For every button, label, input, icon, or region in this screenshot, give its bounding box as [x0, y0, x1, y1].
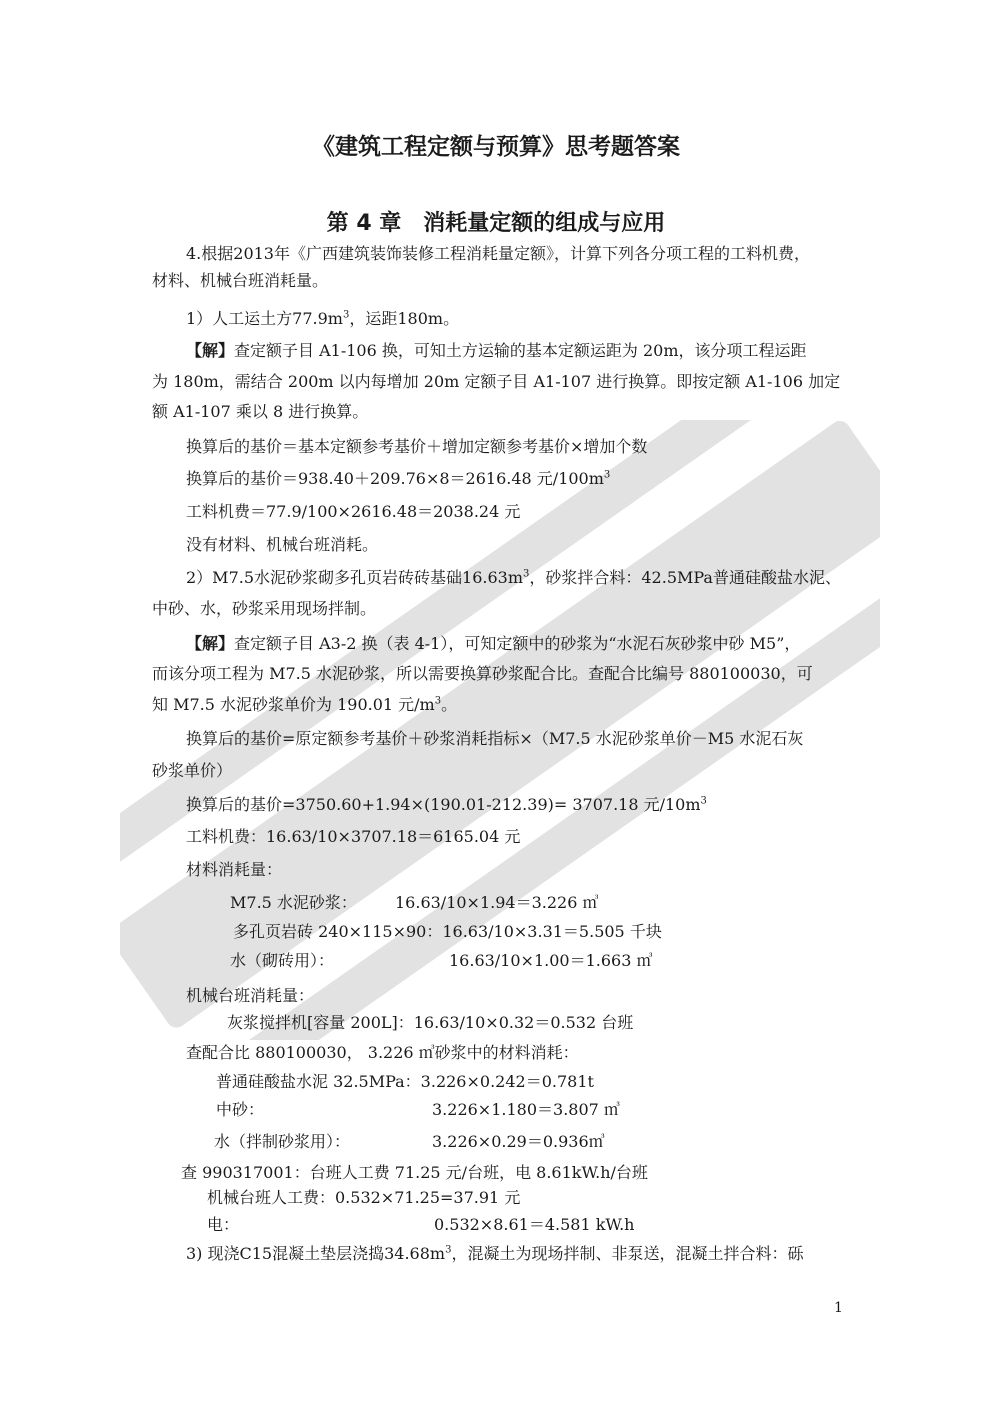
cement-line: 普通硅酸盐水泥 32.5MPa：3.226×0.242＝0.781t	[216, 1072, 594, 1091]
sand-label: 中砂：	[216, 1100, 265, 1119]
formula-4: 没有材料、机械台班消耗。	[186, 535, 379, 554]
material-mortar-value: 16.63/10×1.94＝3.226 ㎥	[395, 893, 599, 912]
page-number: 1	[834, 1300, 843, 1316]
question-3: 3) 现浇C15混凝土垫层浇捣$34.68m^3$，混凝土为现场拌制、非泵送，混凝土拌合料：砾	[186, 1244, 804, 1263]
solution-1-line2: 为 180m，需结合 200m 以内每增加 20m 定额子目 A1-107 进行换算。即按定额 A1-106 加定	[152, 372, 841, 391]
mix-water-label: 水（拌制砂浆用）：	[214, 1132, 351, 1151]
formula-5-line1: 换算后的基价=原定额参考基价＋砂浆消耗指标×（M7.5 水泥砂浆单价－M5 水泥石灰	[186, 729, 804, 748]
solution-2-line2: 而该分项工程为 M7.5 水泥砂浆，所以需要换算砂浆配合比。查配合比编号 880100030，可	[152, 664, 813, 683]
question-4-line2: 材料、机械台班消耗量。	[152, 271, 329, 290]
materials-heading: 材料消耗量：	[186, 860, 283, 879]
machine-mixer: 灰浆搅拌机[容量 200L]：16.63/10×0.32＝0.532 台班	[227, 1013, 634, 1032]
formula-2: 换算后的基价＝938.40＋209.76×8＝2616.48 元$/100m^3$	[186, 469, 611, 488]
solution-1-line3: 额 A1-107 乘以 8 进行换算。	[152, 402, 369, 421]
labor-cost-line: 机械台班人工费：0.532×71.25=37.91 元	[207, 1188, 521, 1207]
formula-7: 工料机费：16.63/10×3707.18＝6165.04 元	[186, 827, 521, 846]
solution-1-line1: 【解】查定额子目 A1-106 换，可知土方运输的基本定额运距为 20m，该分项工程运距	[186, 341, 807, 360]
machine-heading: 机械台班消耗量：	[186, 986, 315, 1005]
electricity-label: 电：	[207, 1215, 240, 1234]
question-4-line1: 4.根据2013年《广西建筑装饰装修工程消耗量定额》，计算下列各分项工程的工料机费，	[186, 244, 810, 263]
material-water-label: 水（砌砖用）：	[230, 951, 335, 970]
question-1: 1）人工运土方$77.9m^3$，运距180m。	[186, 309, 460, 328]
formula-5-line2: 砂浆单价）	[152, 761, 233, 780]
solution-2-line3: 知 M7.5 水泥砂浆单价为 190.01 元$/m^3$。	[152, 695, 458, 714]
mix-water-value: 3.226×0.29＝0.936㎥	[432, 1132, 605, 1151]
mix-ratio-line: 查配合比 880100030， 3.226 ㎥砂浆中的材料消耗：	[186, 1043, 579, 1062]
material-water-value: 16.63/10×1.00＝1.663 ㎥	[449, 951, 653, 970]
formula-6: 换算后的基价=3750.60+1.94×(190.01-212.39)= 3707.18 元$/10m^3$	[186, 795, 707, 814]
formula-1: 换算后的基价＝基本定额参考基价＋增加定额参考基价×增加个数	[186, 437, 648, 456]
document-title: 《建筑工程定额与预算》思考题答案	[312, 134, 680, 160]
solution-2-line1: 【解】查定额子目 A3-2 换（表 4-1），可知定额中的砂浆为“水泥石灰砂浆中砂 M5”，	[186, 634, 801, 653]
formula-3: 工料机费＝77.9/100×2616.48＝2038.24 元	[186, 502, 521, 521]
sand-value: 3.226×1.180＝3.807 ㎥	[432, 1100, 620, 1119]
material-mortar-label: M7.5 水泥砂浆：	[230, 893, 357, 912]
material-brick: 多孔页岩砖 240×115×90：16.63/10×3.31＝5.505 千块	[233, 922, 662, 941]
question-2-line2: 中砂、水，砂浆采用现场拌制。	[152, 599, 377, 618]
question-2-line1: 2）M7.5水泥砂浆砌多孔页岩砖砖基础$16.63m^3$，砂浆拌合料：42.5MPa普通硅酸盐水泥、	[186, 568, 841, 587]
chapter-title: 第 4 章 消耗量定额的组成与应用	[326, 211, 666, 236]
machine-rate-line: 查 990317001：台班人工费 71.25 元/台班，电 8.61kW.h/台班	[181, 1163, 648, 1182]
electricity-value: 0.532×8.61＝4.581 kW.h	[434, 1215, 635, 1234]
